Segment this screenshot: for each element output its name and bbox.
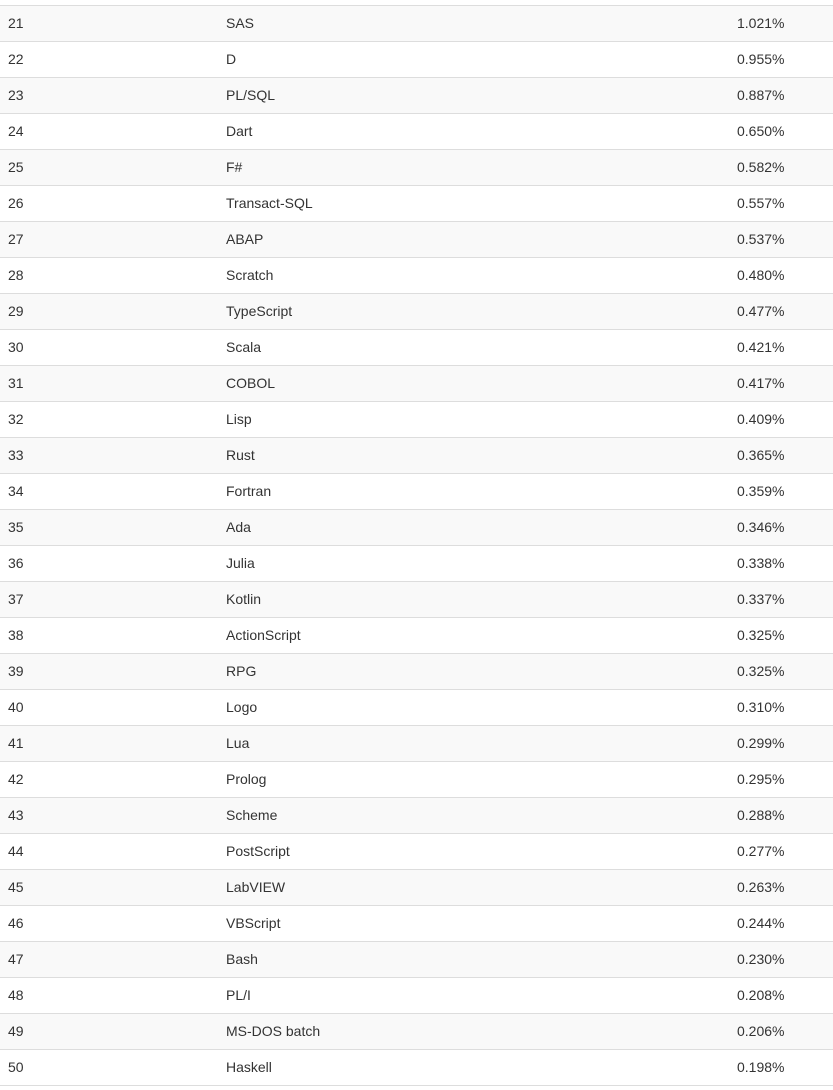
rank-cell: 33 [0,438,218,474]
rank-cell: 28 [0,258,218,294]
table-row [0,186,833,222]
language-cell: Lua [218,726,737,762]
rating-cell: 0.337% [737,582,833,618]
rating-cell: 0.325% [737,654,833,690]
rank-cell: 34 [0,474,218,510]
rating-cell: 0.417% [737,366,833,402]
table-row [0,690,833,726]
language-cell: Transact-SQL [218,186,737,222]
language-cell: Dart [218,114,737,150]
rating-cell: 0.206% [737,1014,833,1050]
rating-cell: 0.582% [737,150,833,186]
rating-cell: 0.346% [737,510,833,546]
table-row [0,510,833,546]
rating-cell: 0.325% [737,618,833,654]
table-row [0,870,833,906]
table-row [0,222,833,258]
rank-cell: 26 [0,186,218,222]
language-cell: Ada [218,510,737,546]
rating-cell: 0.263% [737,870,833,906]
rank-cell: 25 [0,150,218,186]
language-cell: VBScript [218,906,737,942]
language-cell: Prolog [218,762,737,798]
table-row [0,294,833,330]
language-cell: LabVIEW [218,870,737,906]
rating-cell: 0.887% [737,78,833,114]
rank-cell: 35 [0,510,218,546]
table-row [0,150,833,186]
language-cell: PL/SQL [218,78,737,114]
rating-cell: 0.955% [737,42,833,78]
language-cell: RPG [218,654,737,690]
language-cell: Julia [218,546,737,582]
rating-cell: 0.230% [737,942,833,978]
language-cell: Haskell [218,1050,737,1086]
language-cell: Scala [218,330,737,366]
rating-cell: 0.365% [737,438,833,474]
rating-cell: 0.277% [737,834,833,870]
table-row [0,1050,833,1086]
rank-cell: 43 [0,798,218,834]
language-cell: D [218,42,737,78]
language-cell: F# [218,150,737,186]
rank-cell: 21 [0,6,218,42]
rank-cell: 42 [0,762,218,798]
language-cell: ActionScript [218,618,737,654]
rank-cell: 23 [0,78,218,114]
rank-cell: 24 [0,114,218,150]
rating-cell: 0.650% [737,114,833,150]
rank-cell: 22 [0,42,218,78]
rating-cell: 0.338% [737,546,833,582]
table-row [0,798,833,834]
rating-cell: 0.208% [737,978,833,1014]
rating-cell: 0.409% [737,402,833,438]
rating-cell: 0.288% [737,798,833,834]
table-row [0,114,833,150]
table-row [0,654,833,690]
table-row [0,618,833,654]
rating-cell: 0.299% [737,726,833,762]
table-row [0,906,833,942]
language-cell: Scheme [218,798,737,834]
rank-cell: 32 [0,402,218,438]
rating-cell: 0.477% [737,294,833,330]
rating-cell: 0.557% [737,186,833,222]
rank-cell: 38 [0,618,218,654]
rating-cell: 0.480% [737,258,833,294]
language-cell: Scratch [218,258,737,294]
table-row [0,6,833,42]
table-row [0,582,833,618]
language-cell: Rust [218,438,737,474]
rank-cell: 37 [0,582,218,618]
language-cell: Fortran [218,474,737,510]
rank-cell: 49 [0,1014,218,1050]
table-row [0,834,833,870]
table-row [0,366,833,402]
rank-cell: 27 [0,222,218,258]
table-row [0,42,833,78]
table-row [0,1014,833,1050]
language-cell: MS-DOS batch [218,1014,737,1050]
rank-cell: 29 [0,294,218,330]
table-row [0,726,833,762]
table-row [0,258,833,294]
rating-cell: 0.198% [737,1050,833,1086]
language-cell: PostScript [218,834,737,870]
rating-cell: 0.244% [737,906,833,942]
rank-cell: 40 [0,690,218,726]
rank-cell: 36 [0,546,218,582]
rank-cell: 30 [0,330,218,366]
language-cell: ABAP [218,222,737,258]
rank-cell: 45 [0,870,218,906]
rating-cell: 0.295% [737,762,833,798]
language-cell: TypeScript [218,294,737,330]
rating-cell: 0.310% [737,690,833,726]
table-row [0,546,833,582]
rating-cell: 0.359% [737,474,833,510]
table-row [0,438,833,474]
language-cell: Bash [218,942,737,978]
ranking-table-body [0,6,833,1086]
language-cell: Logo [218,690,737,726]
table-row [0,78,833,114]
rank-cell: 41 [0,726,218,762]
language-ranking-table [0,6,833,1086]
language-cell: Lisp [218,402,737,438]
rank-cell: 39 [0,654,218,690]
rank-cell: 31 [0,366,218,402]
rank-cell: 44 [0,834,218,870]
rating-cell: 0.537% [737,222,833,258]
table-row [0,330,833,366]
table-row [0,474,833,510]
rank-cell: 50 [0,1050,218,1086]
rank-cell: 48 [0,978,218,1014]
rank-cell: 47 [0,942,218,978]
language-cell: SAS [218,6,737,42]
table-row [0,978,833,1014]
language-cell: PL/I [218,978,737,1014]
table-row [0,942,833,978]
table-row [0,762,833,798]
table-row [0,402,833,438]
rating-cell: 1.021% [737,6,833,42]
rating-cell: 0.421% [737,330,833,366]
rank-cell: 46 [0,906,218,942]
language-cell: Kotlin [218,582,737,618]
language-cell: COBOL [218,366,737,402]
